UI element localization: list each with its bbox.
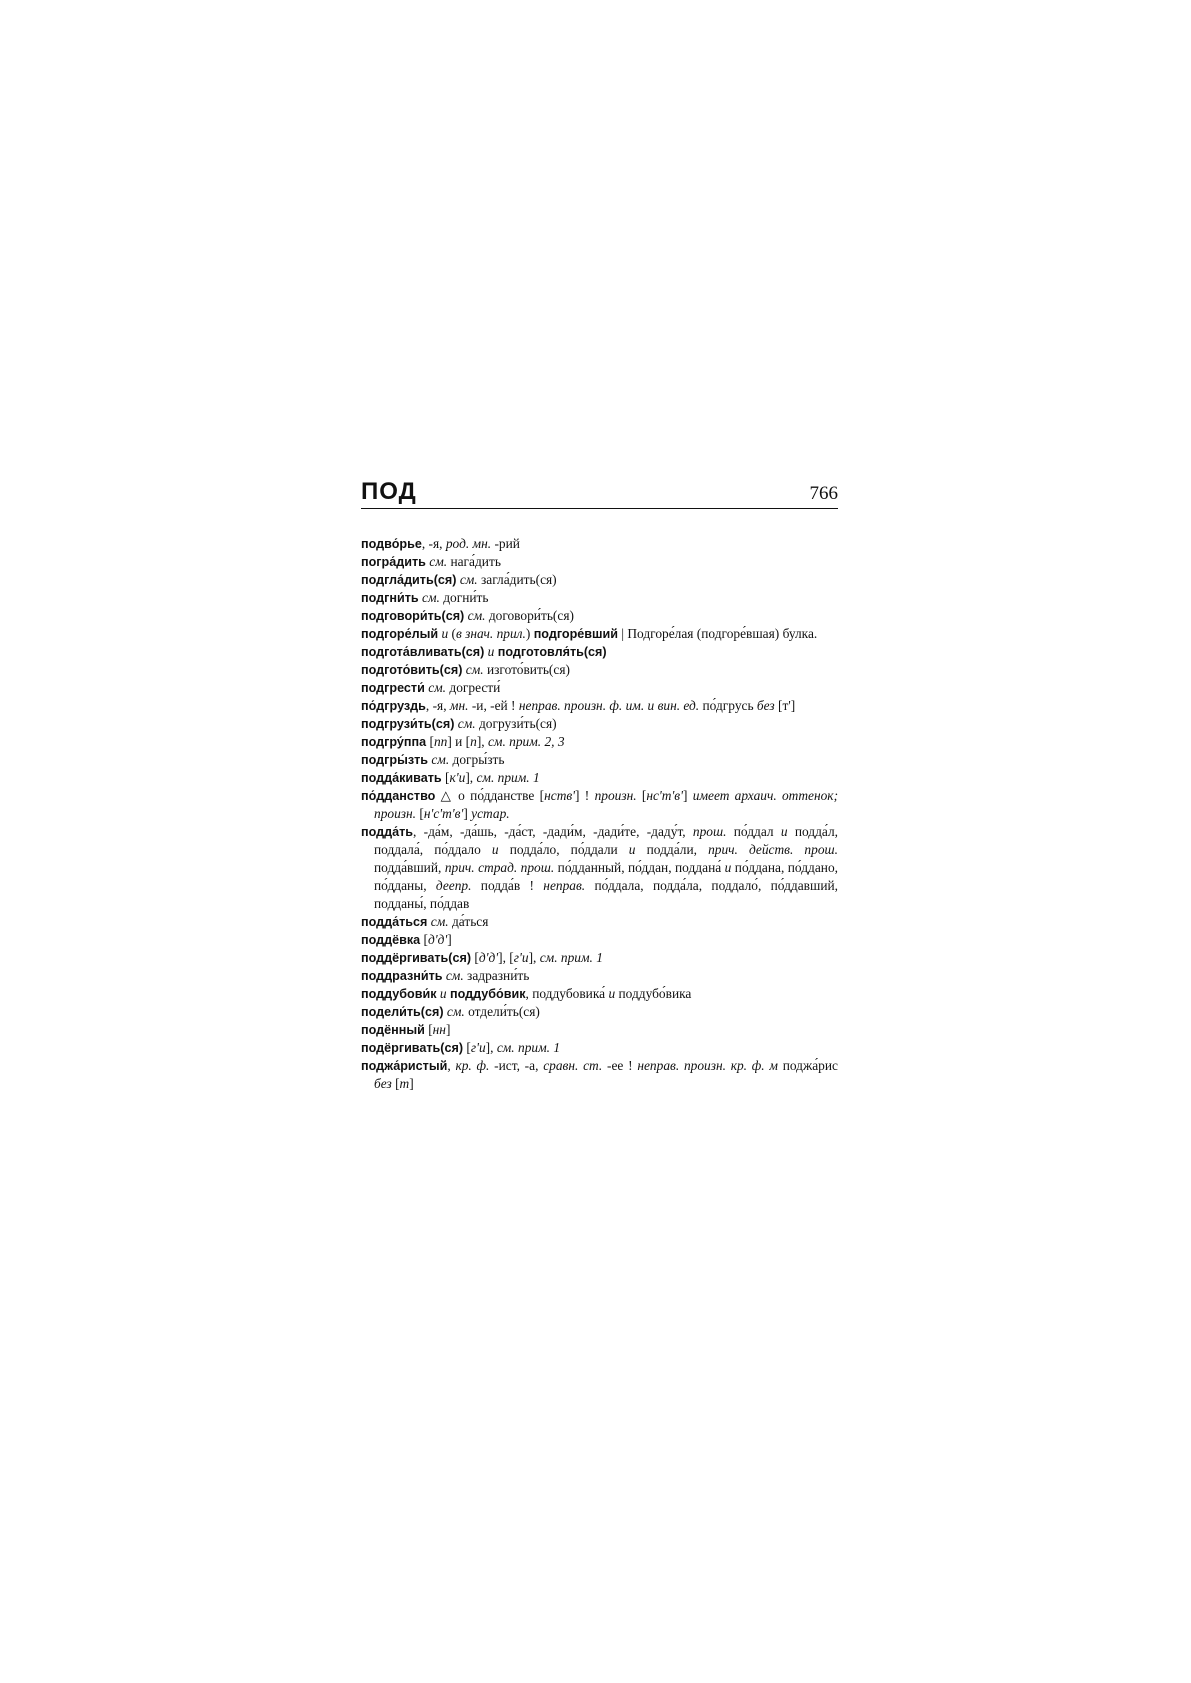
headword: подённый [361, 1023, 425, 1037]
headword: подёргивать(ся) [361, 1041, 464, 1055]
italic-note: см. прим. 1 [476, 770, 540, 785]
italic-note: см. [431, 752, 450, 767]
italic-note: г'и [513, 950, 529, 965]
italic-note: и [441, 626, 449, 641]
dictionary-entry [361, 913, 838, 931]
entry-text: нага́дить [447, 554, 501, 569]
headword: поддубови́к [361, 987, 437, 1001]
dictionary-entry [361, 769, 838, 787]
entry-text: , -да́м, -да́шь, -да́ст, -дади́м, -дади́те, -даду́т, [413, 824, 693, 839]
headword: подгота́вливать(ся) [361, 645, 485, 659]
headword: подгры́зть [361, 753, 428, 767]
entry-text: догни́ть [439, 590, 489, 605]
entry-text: ], [485, 1040, 497, 1055]
entry-text: ] [445, 1022, 451, 1037]
headword: по́дданство [361, 789, 436, 803]
headword: подгоре́лый [361, 627, 439, 641]
dictionary-entry [361, 949, 838, 967]
italic-note: неправ. [543, 878, 586, 893]
italic-note: см. [422, 590, 440, 605]
italic-note: см. [445, 968, 464, 983]
dictionary-entry [361, 553, 838, 571]
dictionary-entry [361, 625, 838, 643]
entry-text: [ [463, 1040, 471, 1055]
italic-note: неправ. произн. ф. им. и вин. ед. [518, 698, 700, 713]
dictionary-entry [361, 985, 838, 1003]
entry-text: -ее ! [602, 1058, 638, 1073]
headword: подгла́дить(ся) [361, 573, 457, 587]
italic-note: без [756, 698, 775, 713]
italic-note: см. [459, 572, 478, 587]
entry-text: по́ддал [726, 824, 781, 839]
dictionary-entry [361, 571, 838, 589]
italic-note: кр. ф. [455, 1058, 490, 1073]
headword: поддубо́вик [449, 987, 526, 1001]
entry-text: ], [ [498, 950, 514, 965]
italic-note: деепр. [435, 878, 472, 893]
entry-text: подда́ло, по́ддали [498, 842, 629, 857]
entry-text: отдели́ть(ся) [464, 1004, 540, 1019]
headword: подгрузи́ть(ся) [361, 717, 455, 731]
dictionary-entry [361, 751, 838, 769]
italic-note: нн [432, 1022, 446, 1037]
entry-text: подда́вший, [374, 860, 445, 875]
entry-text: , -я, [421, 536, 446, 551]
entry-text: подда́л, поддала́, по́ддало [374, 824, 839, 857]
headword: подговори́ть(ся) [361, 609, 465, 623]
entry-text: ] [409, 1076, 414, 1091]
italic-note: п [470, 734, 477, 749]
headword: по́дгруздь [361, 699, 426, 713]
headword: подда́ть [361, 825, 414, 839]
dictionary-entry [361, 1021, 838, 1039]
entry-text: [ [391, 1076, 400, 1091]
headword: подгрести́ [361, 681, 425, 695]
italic-note: прош. [692, 824, 727, 839]
italic-note: д'д' [478, 950, 499, 965]
dictionary-entry [361, 697, 838, 715]
italic-note: д'д' [428, 932, 448, 947]
dictionary-entry [361, 931, 838, 949]
italic-note: прич. страд. прош. [444, 860, 555, 875]
entry-text: договори́ть(ся) [485, 608, 574, 623]
entry-text: ] [683, 788, 693, 803]
headword: подгни́ть [361, 591, 419, 605]
italic-note: и [628, 842, 636, 857]
entry-text: [ [636, 788, 647, 803]
page-header [361, 478, 838, 509]
italic-note: без [374, 1076, 392, 1091]
entry-text: [ [426, 734, 434, 749]
entry-text: догрузи́ть(ся) [475, 716, 557, 731]
entry-text: догры́зть [449, 752, 505, 767]
italic-note: см. прим. 1 [496, 1040, 561, 1055]
entry-text: по́дгрусь [699, 698, 757, 713]
entry-text: поддубо́вика [615, 986, 692, 1001]
italic-note: см. прим. 2, 3 [487, 734, 565, 749]
running-head: ПОД [361, 478, 417, 505]
dictionary-entry [361, 1057, 838, 1093]
italic-note: см. прим. 1 [539, 950, 603, 965]
entry-text: да́ться [448, 914, 489, 929]
entry-text: △ о по́дданстве [ [435, 788, 545, 803]
italic-note: см. [467, 608, 486, 623]
entry-text: ] [447, 932, 452, 947]
italic-note: см. [429, 554, 448, 569]
entry-text: загла́дить(ся) [477, 572, 557, 587]
italic-note: произн. [594, 788, 637, 803]
headword: поджа́ристый [361, 1059, 448, 1073]
italic-note: и [724, 860, 732, 875]
italic-note: н'с'т'в' [423, 806, 464, 821]
entry-text: , поддубовика́ [525, 986, 609, 1001]
dictionary-entry [361, 661, 838, 679]
italic-note: нс'т'в' [646, 788, 683, 803]
headword: подели́ть(ся) [361, 1005, 444, 1019]
italic-note: неправ. произн. кр. ф. м [637, 1058, 778, 1073]
entry-text: ], [528, 950, 540, 965]
italic-note: и [487, 644, 495, 659]
headword: подгоре́вший [533, 627, 619, 641]
entry-text: | Подгоре́лая (подгоре́вшая) булка. [618, 626, 818, 641]
headword: подда́кивать [361, 771, 442, 785]
dictionary-entry [361, 715, 838, 733]
entry-text: ] и [ [447, 734, 471, 749]
headword: погра́дить [361, 555, 426, 569]
italic-note: и [608, 986, 616, 1001]
entry-text: изгото́вить(ся) [483, 662, 570, 677]
italic-note: в знач. прил. [455, 626, 526, 641]
headword: подгото́вить(ся) [361, 663, 463, 677]
italic-note: к'и [449, 770, 466, 785]
headword: подготовля́ть(ся) [497, 645, 607, 659]
italic-note: см. [428, 680, 447, 695]
headword: подгру́ппа [361, 735, 427, 749]
entry-text: ] [463, 806, 472, 821]
entry-text: ( [448, 626, 456, 641]
italic-note: см. [465, 662, 484, 677]
italic-note: устар. [471, 806, 510, 821]
italic-note: т [399, 1076, 410, 1091]
dictionary-entry [361, 733, 838, 751]
entry-text: , -я, [425, 698, 450, 713]
entry-text: по́ддана, по́ддано, по́дданы, [374, 860, 839, 893]
italic-note: см. [446, 1004, 465, 1019]
entry-text: -ист, -а, [489, 1058, 544, 1073]
dictionary-entry [361, 679, 838, 697]
dictionary-entry [361, 607, 838, 625]
italic-note: имеет архаич. оттенок; произн. [374, 788, 839, 821]
entry-text: ] ! [575, 788, 595, 803]
entry-text: подда́ли, [635, 842, 709, 857]
entry-text: [т'] [774, 698, 796, 713]
entry-text: [ [416, 806, 424, 821]
entry-text: -и, -ей ! [468, 698, 519, 713]
entry-text: [ [441, 770, 450, 785]
entry-text: догрести́ [446, 680, 501, 695]
dictionary-entry [361, 967, 838, 985]
entry-text: [ [471, 950, 479, 965]
italic-note: и [491, 842, 499, 857]
dictionary-entry [361, 787, 838, 823]
dictionary-entry [361, 823, 838, 913]
entry-text: подда́в ! [471, 878, 544, 893]
entry-text: [ [420, 932, 428, 947]
headword: поддразни́ть [361, 969, 443, 983]
entry-text: -рий [491, 536, 520, 551]
dictionary-entry [361, 643, 838, 661]
entry-text: по́ддала, подда́ла, поддало́, по́ддавший, подданы́, по́ддав [374, 878, 838, 911]
italic-note: и [439, 986, 447, 1001]
page-number: 766 [809, 483, 838, 504]
italic-note: г'и [470, 1040, 486, 1055]
entry-text: [ [424, 1022, 433, 1037]
headword: поддёвка [361, 933, 421, 947]
italic-note: нств' [544, 788, 576, 803]
dictionary-page [361, 478, 838, 1093]
italic-note: род. мн. [445, 536, 492, 551]
entry-list [361, 535, 838, 1093]
italic-note: см. [430, 914, 449, 929]
italic-note: и [780, 824, 788, 839]
entry-text: поджа́рис [777, 1058, 838, 1073]
entry-text: ], [476, 734, 488, 749]
entry-text: , [447, 1058, 456, 1073]
dictionary-entry [361, 1039, 838, 1057]
italic-note: мн. [449, 698, 469, 713]
entry-text: по́дданный, по́ддан, поддана́ [554, 860, 725, 875]
entry-text: ], [465, 770, 477, 785]
headword: подда́ться [361, 915, 428, 929]
italic-note: сравн. ст. [543, 1058, 603, 1073]
italic-note: прич. действ. прош. [708, 842, 838, 857]
dictionary-entry [361, 535, 838, 553]
italic-note: пп [433, 734, 448, 749]
italic-note: см. [457, 716, 476, 731]
headword: поддёргивать(ся) [361, 951, 472, 965]
entry-text: задразни́ть [463, 968, 530, 983]
entry-text: ) [525, 626, 534, 641]
dictionary-entry [361, 1003, 838, 1021]
dictionary-entry [361, 589, 838, 607]
headword: подво́рье [361, 537, 422, 551]
